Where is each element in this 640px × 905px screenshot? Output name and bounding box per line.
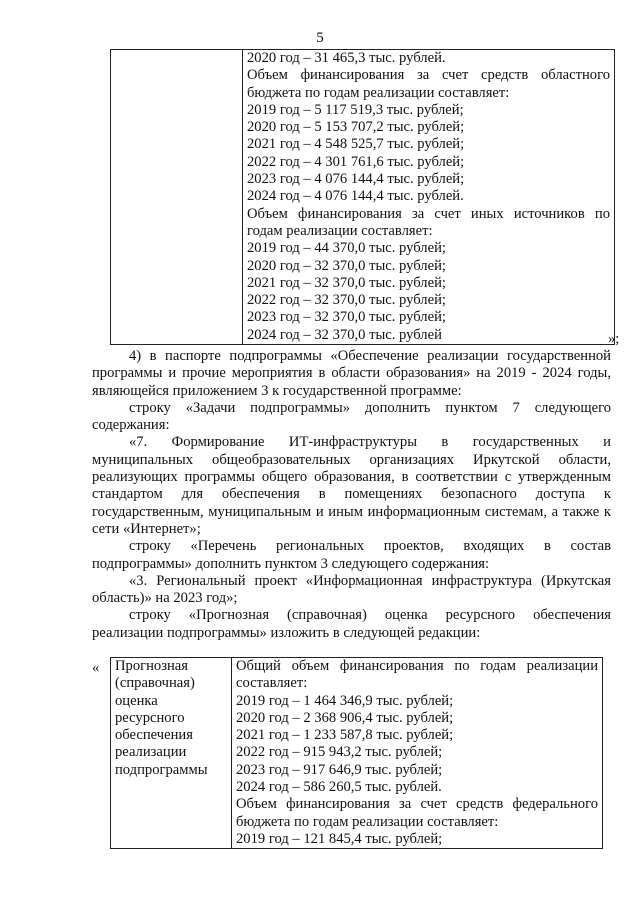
paragraph: строку «Перечень региональных проектов, входящих в состав подпрограммы» дополнить пунктом 3 следующего содержания: <box>92 538 611 572</box>
table-line: 2019 год – 1 464 346,9 тыс. рублей; <box>236 692 454 709</box>
paragraph: 4) в паспорте подпрограммы «Обеспечение реализации государственной программы и прочие мероприятия в области образования» на 2019 - 2024 годы, являющейся приложением 3 к государственной программе: <box>92 348 611 399</box>
table-line: Объем финансирования за счет средств федерального <box>236 796 598 813</box>
table-line: годам реализации составляет: <box>247 222 433 239</box>
table-line: 2022 год – 32 370,0 тыс. рублей; <box>247 292 446 309</box>
table-line: бюджета по годам реализации составляет: <box>247 84 510 101</box>
closing-quote: »; <box>608 331 620 347</box>
table-line: Объем финансирования за счет иных источников по <box>247 205 610 222</box>
paragraph: «3. Региональный проект «Информационная инфраструктура (Иркутская область)» на 2023 год»; <box>92 572 611 607</box>
table-line: Общий объем финансирования по годам реализации <box>236 658 598 674</box>
empty-label-cell <box>111 50 243 345</box>
table-line: 2020 год – 5 153 707,2 тыс. рублей; <box>247 119 465 136</box>
table-line: 2019 год – 5 117 519,3 тыс. рублей; <box>247 101 464 118</box>
label-line: подпрограммы <box>115 761 208 778</box>
table-line: составляет: <box>236 675 308 692</box>
table-line: 2022 год – 915 943,2 тыс. рублей; <box>236 744 443 761</box>
table-line: 2021 год – 32 370,0 тыс. рублей; <box>247 274 446 291</box>
opening-quote: « <box>92 660 100 676</box>
paragraph: строку «Прогнозная (справочная) оценка ресурсного обеспечения реализации подпрограммы» изложить в следующей редакции: <box>92 607 611 641</box>
page-number: 5 <box>316 30 324 46</box>
table-line: 2019 год – 121 845,4 тыс. рублей; <box>236 830 443 847</box>
table-line: 2024 год – 32 370,0 тыс. рублей <box>247 326 442 343</box>
label-line: ресурсного <box>115 709 185 726</box>
funding-table-continued <box>110 49 615 345</box>
table-line: 2021 год – 1 233 587,8 тыс. рублей; <box>236 727 454 744</box>
table-line: 2024 год – 586 260,5 тыс. рублей. <box>236 779 442 796</box>
body-text <box>92 348 611 642</box>
table-line: 2020 год – 32 370,0 тыс. рублей; <box>247 257 446 274</box>
forecast-funding-table <box>110 657 603 849</box>
table-line: 2020 год – 31 465,3 тыс. рублей. <box>247 50 446 66</box>
label-line: (справочная) <box>115 675 195 692</box>
label-line: обеспечения <box>115 727 193 744</box>
table-line: 2023 год – 4 076 144,4 тыс. рублей; <box>247 171 465 188</box>
paragraph: «7. Формирование ИТ-инфраструктуры в государственных и муниципальных общеобразовательных организациях Иркутской области, реализующих программы общего образования, в соответствии с утвержденным стандартом для обеспечения в помещениях безопасного доступа к государственным, муниципальным и иным информационным системам, а также к сети «Интернет»; <box>92 434 611 537</box>
label-line: оценка <box>115 692 158 709</box>
table-line: 2022 год – 4 301 761,6 тыс. рублей; <box>247 153 465 170</box>
label-line: Прогнозная <box>115 658 188 674</box>
table-line: 2023 год – 32 370,0 тыс. рублей; <box>247 309 446 326</box>
label-line: реализации <box>115 744 187 761</box>
table-line: 2019 год – 44 370,0 тыс. рублей; <box>247 240 446 257</box>
table-line: бюджета по годам реализации составляет: <box>236 813 499 830</box>
funding-values-cell <box>243 50 615 345</box>
table-line: 2024 год – 4 076 144,4 тыс. рублей. <box>247 188 464 205</box>
funding-values-cell <box>232 658 603 849</box>
paragraph: строку «Задачи подпрограммы» дополнить пунктом 7 следующего содержания: <box>92 399 611 434</box>
table-line: Объем финансирования за счет средств областного <box>247 67 610 84</box>
label-cell <box>111 658 232 849</box>
table-line: 2021 год – 4 548 525,7 тыс. рублей; <box>247 136 465 153</box>
table-line: 2020 год – 2 368 906,4 тыс. рублей; <box>236 709 454 726</box>
table-line: 2023 год – 917 646,9 тыс. рублей; <box>236 761 443 778</box>
